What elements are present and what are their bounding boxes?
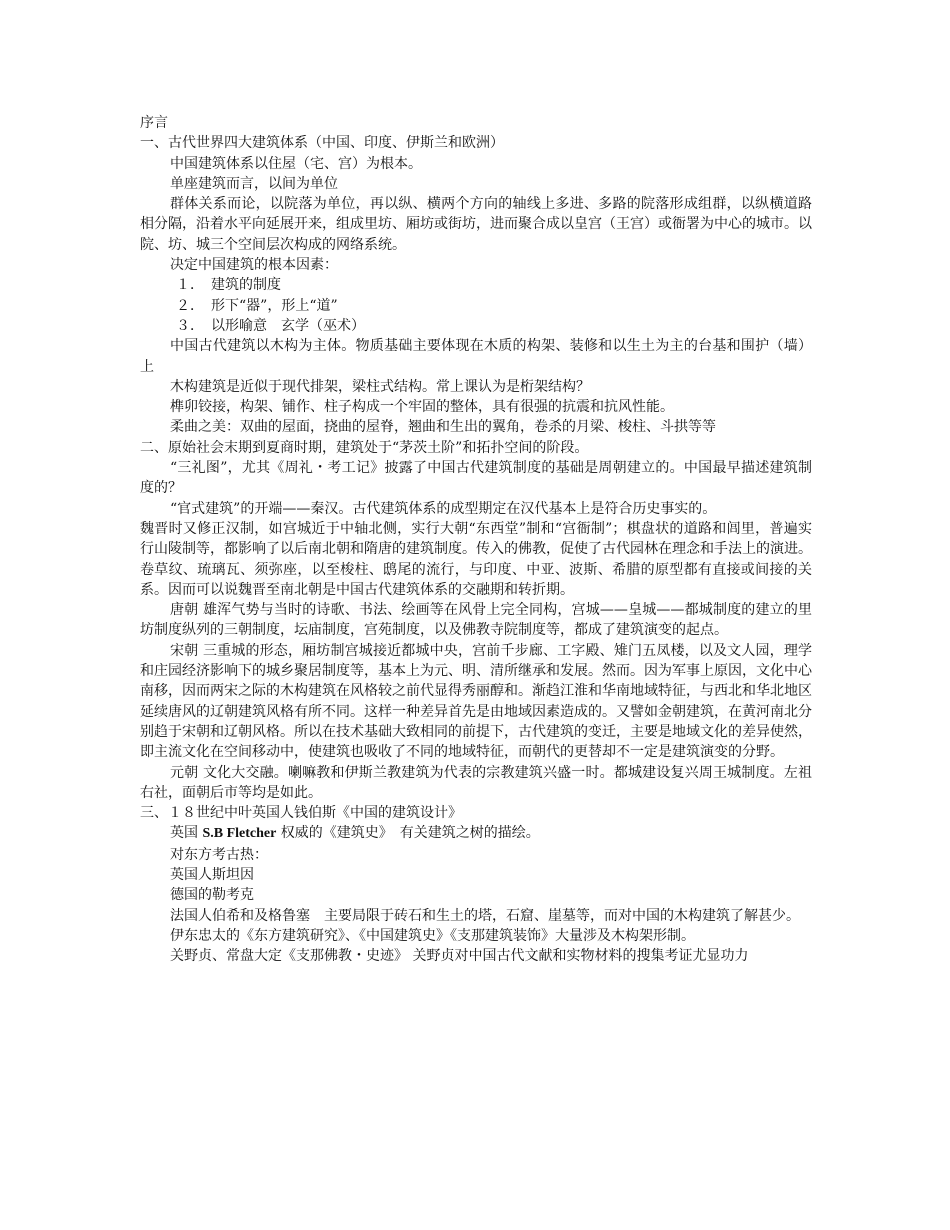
author-name: S.B Fletcher bbox=[202, 826, 277, 842]
text-run: 权威的《建筑史》 有关建筑之树的描绘。 bbox=[276, 825, 540, 842]
document-page bbox=[140, 113, 812, 966]
list-item: ２． 形下“器”，形上“道” bbox=[176, 297, 338, 314]
list-item: １． 建筑的制度 bbox=[176, 277, 281, 294]
paragraph: 决定中国建筑的根本因素： bbox=[170, 257, 338, 274]
section-2-heading: 二、原始社会末期到夏商时期，建筑处于“茅茨土阶”和拓扑空间的阶段。 bbox=[140, 439, 589, 456]
paragraph: 中国建筑体系以住屋（宅、宫）为根本。 bbox=[170, 155, 422, 172]
text-run: 英国 bbox=[170, 825, 203, 842]
paragraph: 德国的勒考克 bbox=[170, 887, 254, 904]
paragraph: 法国人伯希和及格鲁塞 主要局限于砖石和生土的塔，石窟、崖墓等，而对中国的木构建筑了解甚少。 bbox=[170, 907, 800, 924]
paragraph: 唐朝 雄浑气势与当时的诗歌、书法、绘画等在风骨上完全同构，宫城——皇城——都城制度的建立的里坊制度纵列的三朝制度，坛庙制度，宫苑制度，以及佛教寺院制度等，都成了建筑演变的起点。 bbox=[140, 602, 812, 639]
paragraph: 伊东忠太的《东方建筑研究》、《中国建筑史》《支那建筑装饰》大量涉及木构架形制。 bbox=[170, 927, 695, 944]
paragraph: 魏晋时又修正汉制，如宫城近于中轴北侧，实行大朝“东西堂”制和“宫衙制”；棋盘状的道路和闾里，普遍实行山陵制等，都影响了以后南北朝和隋唐的建筑制度。传入的佛教，促使了古代园林在理念和手法上的演进。卷草纹、琉璃瓦、须弥座，以至梭柱、鸱尾的流行，与印度、中亚、波斯、希腊的原型都有直接或间接的关系。因而可以说魏晋至南北朝是中国古代建筑体系的交融期和转折期。 bbox=[140, 520, 812, 598]
paragraph: 柔曲之美：双曲的屋面，挠曲的屋脊，翘曲和生出的翼角，卷杀的月梁、梭柱、斗拱等等 bbox=[170, 419, 716, 436]
list-item: ３． 以形喻意 玄学（巫术） bbox=[176, 317, 365, 334]
paragraph: 对东方考古热： bbox=[170, 846, 268, 863]
paragraph: 英国人斯坦因 bbox=[170, 866, 254, 883]
paragraph: 关野贞、常盘大定《支那佛教・史迹》 关野贞对中国古代文献和实物材料的搜集考证尤显功力 bbox=[170, 948, 749, 965]
preface-title: 序言 bbox=[140, 115, 168, 131]
paragraph: 群体关系而论，以院落为单位，再以纵、横两个方向的轴线上多进、多路的院落形成组群，以纵横道路相分隔，沿着水平向延展开来，组成里坊、厢坊或街坊，进而聚合成以皇宫（王宫）或衙署为中心的城市。以院、坊、城三个空间层次构成的网络系统。 bbox=[140, 196, 812, 253]
paragraph: 单座建筑而言，以间为单位 bbox=[170, 175, 338, 192]
paragraph: 元朝 文化大交融。喇嘛教和伊斯兰教建筑为代表的宗教建筑兴盛一时。都城建设复兴周王城制度。左祖右社，面朝后市等均是如此。 bbox=[140, 764, 812, 801]
section-1-heading: 一、古代世界四大建筑体系（中国、印度、伊斯兰和欧洲） bbox=[140, 135, 504, 152]
paragraph: “三礼图”，尤其《周礼・考工记》披露了中国古代建筑制度的基础是周朝建立的。中国最早描述建筑制度的？ bbox=[140, 460, 812, 497]
paragraph: 榫卯铰接，构架、铺作、柱子构成一个牢固的整体，具有很强的抗震和抗风性能。 bbox=[170, 399, 674, 416]
paragraph bbox=[140, 823, 812, 844]
paragraph: 宋朝 三重城的形态，厢坊制宫城接近都城中央，宫前千步廊、工字殿、雉门五凤楼，以及文人园，理学和庄园经济影响下的城乡聚居制度等，基本上为元、明、清所继承和发展。然而。因为军事上原因，文化中心南移，因而两宋之际的木构建筑在风格较之前代显得秀丽醇和。渐趋江淮和华南地域特征，与西北和华北地区延续唐风的辽朝建筑风格有所不同。这样一种差异首先是由地域因素造成的。又譬如金朝建筑，在黄河南北分别趋于宋朝和辽朝风格。所以在技术基础大致相同的前提下，古代建筑的变迁，主要是地域文化的差异使然，即主流文化在空间移动中，使建筑也吸收了不同的地域特征，而朝代的更替却不一定是建筑演变的分野。 bbox=[140, 642, 812, 761]
section-3-heading: 三、１８世纪中叶英国人钱伯斯《中国的建筑设计》 bbox=[140, 805, 462, 822]
paragraph: “官式建筑”的开端——秦汉。古代建筑体系的成型期定在汉代基本上是符合历史事实的。 bbox=[170, 500, 717, 517]
paragraph: 中国古代建筑以木构为主体。物质基础主要体现在木质的构架、装修和以生土为主的台基和围护（墙）上 bbox=[140, 338, 812, 375]
paragraph: 木构建筑是近似于现代排架，梁柱式结构。常上课认为是桁架结构？ bbox=[170, 378, 590, 395]
